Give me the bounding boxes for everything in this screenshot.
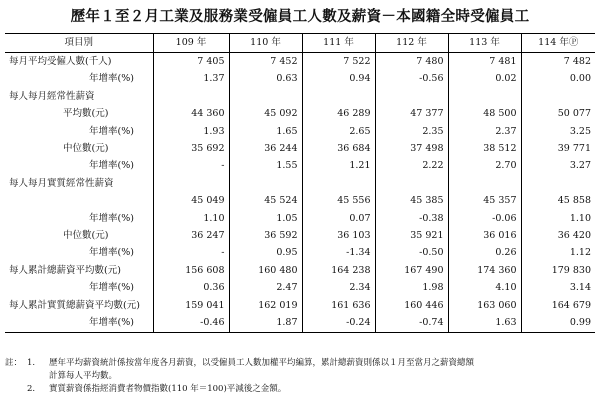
table-row [5, 123, 595, 140]
header-item: 項目別 [5, 34, 153, 53]
table-cell: 45 858 [521, 192, 595, 209]
table-cell: 2.65 [302, 123, 375, 140]
table-cell: 1.10 [521, 210, 595, 227]
table-cell: 1.65 [229, 123, 302, 140]
footnote-prefix: 註： [5, 358, 23, 368]
table-cell [229, 88, 302, 105]
header-year-114: 114 年Ⓟ [521, 34, 595, 53]
table-cell: 164 679 [521, 297, 595, 314]
table-cell: 36 247 [153, 227, 229, 244]
table-cell [153, 88, 229, 105]
table-cell: 48 500 [448, 105, 521, 122]
table-cell: 7 480 [375, 53, 448, 71]
table-cell: 160 446 [375, 297, 448, 314]
table-cell [302, 88, 375, 105]
table-cell: 35 692 [153, 140, 229, 157]
header-year-110: 110 年 [229, 34, 302, 53]
table-cell: 38 512 [448, 140, 521, 157]
footnotes [5, 357, 595, 396]
table-cell: 0.95 [229, 244, 302, 261]
table-cell: 45 524 [229, 192, 302, 209]
table-cell [229, 175, 302, 192]
table-cell: -0.06 [448, 210, 521, 227]
header-year-109: 109 年 [153, 34, 229, 53]
page-title: 歷年１至２月工業及服務業受僱員工人數及薪資－本國籍全時受僱員工 [70, 8, 530, 25]
table-cell: 1.55 [229, 157, 302, 174]
table-row [5, 70, 595, 87]
table-cell: 159 041 [153, 297, 229, 314]
footnote-text: 實質薪資係指經消費者物價指數(110 年＝100)平減後之金額。 [49, 384, 287, 394]
table-cell [302, 175, 375, 192]
table-cell: -0.56 [375, 70, 448, 87]
table-cell: 45 092 [229, 105, 302, 122]
table-cell: 1.37 [153, 70, 229, 87]
table-cell: - [153, 157, 229, 174]
table-cell: 45 049 [153, 192, 229, 209]
table-cell [521, 175, 595, 192]
table-row [5, 88, 595, 105]
table-cell: 2.22 [375, 157, 448, 174]
table-row [5, 314, 595, 332]
footnote-text: 歷年平均薪資統計係按當年度各月薪資，以受僱員工人數加權平均編算，累計總薪資則係以１月至當月之薪資總額 [49, 358, 475, 368]
row-label: 中位數(元) [63, 230, 109, 242]
table-cell: 161 636 [302, 297, 375, 314]
footnote-2 [5, 383, 595, 396]
table-cell: 36 016 [448, 227, 521, 244]
table-cell: 45 385 [375, 192, 448, 209]
table-cell: 39 771 [521, 140, 595, 157]
table-header-row [5, 34, 595, 53]
table-row [5, 192, 595, 209]
table-cell: 1.93 [153, 123, 229, 140]
table-cell: - [153, 244, 229, 261]
table-cell: 7 481 [448, 53, 521, 71]
table-cell: 1.21 [302, 157, 375, 174]
table-cell: 163 060 [448, 297, 521, 314]
table-cell: 36 592 [229, 227, 302, 244]
table-cell: -0.74 [375, 314, 448, 332]
table-cell: 179 830 [521, 262, 595, 279]
table-cell: -0.46 [153, 314, 229, 332]
footnote-number: 2. [27, 384, 36, 394]
table-row [5, 105, 595, 122]
row-label: 每人每月實質經常性薪資 [9, 177, 114, 189]
table-cell: 47 377 [375, 105, 448, 122]
table-cell: 164 238 [302, 262, 375, 279]
table-cell: 7 405 [153, 53, 229, 71]
table-cell: -1.34 [302, 244, 375, 261]
row-label: 年增率(%) [89, 282, 134, 294]
row-label: 年增率(%) [89, 125, 134, 137]
table-cell: -0.24 [302, 314, 375, 332]
table-row [5, 227, 595, 244]
table-cell: 2.47 [229, 279, 302, 296]
table-cell [448, 175, 521, 192]
table-cell: 160 480 [229, 262, 302, 279]
row-label: 年增率(%) [5, 314, 153, 332]
table-cell: 1.63 [448, 314, 521, 332]
table-cell: 3.25 [521, 123, 595, 140]
row-label: 年增率(%) [89, 73, 134, 85]
header-year-112: 112 年 [375, 34, 448, 53]
wage-table [5, 33, 595, 333]
table-cell: 45 556 [302, 192, 375, 209]
table-cell: 1.10 [153, 210, 229, 227]
table-cell: 2.37 [448, 123, 521, 140]
table-cell: 156 608 [153, 262, 229, 279]
table-cell: -0.38 [375, 210, 448, 227]
table-cell: 0.07 [302, 210, 375, 227]
table-cell: 44 360 [153, 105, 229, 122]
row-label [5, 192, 153, 209]
table-cell [375, 88, 448, 105]
table-cell: 0.02 [448, 70, 521, 87]
table-cell: 36 244 [229, 140, 302, 157]
table-cell: 35 921 [375, 227, 448, 244]
table-cell: 7 522 [302, 53, 375, 71]
table-cell [448, 88, 521, 105]
table-row [5, 175, 595, 192]
table-cell: 1.05 [229, 210, 302, 227]
table-cell: 0.26 [448, 244, 521, 261]
footnote-number: 1. [27, 358, 36, 368]
row-label: 每人累計總薪資平均數(元) [9, 264, 121, 276]
table-cell: 2.34 [302, 279, 375, 296]
table-cell: 2.35 [375, 123, 448, 140]
table-cell: 162 019 [229, 297, 302, 314]
header-year-113: 113 年 [448, 34, 521, 53]
table-cell: 7 482 [521, 53, 595, 71]
table-cell: 0.63 [229, 70, 302, 87]
table-cell: 2.70 [448, 157, 521, 174]
row-label: 年增率(%) [89, 247, 134, 259]
table-cell [375, 175, 448, 192]
footnote-text: 計算每人平均數。 [49, 371, 118, 381]
table-row [5, 244, 595, 261]
header-year-111: 111 年 [302, 34, 375, 53]
table-cell: 45 357 [448, 192, 521, 209]
table-row [5, 140, 595, 157]
table-cell: 36 103 [302, 227, 375, 244]
table-cell: 174 360 [448, 262, 521, 279]
table-cell: 50 077 [521, 105, 595, 122]
table-cell: 0.00 [521, 70, 595, 87]
table-row [5, 157, 595, 174]
row-label: 每人累計實質總薪資平均數(元) [9, 299, 140, 311]
table-cell: 46 289 [302, 105, 375, 122]
table-row [5, 297, 595, 314]
table-cell: 1.12 [521, 244, 595, 261]
footnote-1 [5, 357, 595, 383]
table-row [5, 262, 595, 279]
table-row [5, 210, 595, 227]
table-row [5, 53, 595, 71]
table-cell: 37 498 [375, 140, 448, 157]
row-label: 中位數(元) [63, 143, 109, 155]
row-label: 平均數(元) [63, 108, 109, 120]
table-cell [521, 88, 595, 105]
table-cell [153, 175, 229, 192]
table-cell: 1.87 [229, 314, 302, 332]
table-cell: 4.10 [448, 279, 521, 296]
table-cell: 0.36 [153, 279, 229, 296]
table-cell: 3.27 [521, 157, 595, 174]
table-cell: 36 420 [521, 227, 595, 244]
row-label: 每人每月經常性薪資 [9, 90, 95, 102]
table-cell: 0.99 [521, 314, 595, 332]
table-row [5, 279, 595, 296]
table-cell: 0.94 [302, 70, 375, 87]
table-cell: 36 684 [302, 140, 375, 157]
table-cell: 167 490 [375, 262, 448, 279]
row-label: 每月平均受僱人數(千人) [9, 56, 112, 67]
row-label: 年增率(%) [89, 212, 134, 224]
table-cell: 3.14 [521, 279, 595, 296]
row-label: 年增率(%) [89, 160, 134, 172]
table-cell: 7 452 [229, 53, 302, 71]
table-cell: -0.50 [375, 244, 448, 261]
table-cell: 1.98 [375, 279, 448, 296]
